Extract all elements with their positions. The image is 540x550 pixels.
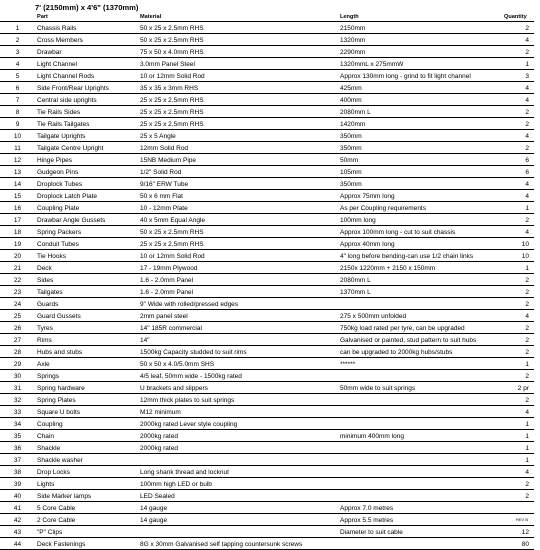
part-name: Rims [35, 334, 138, 346]
part-name: Spring Packers [35, 226, 138, 238]
table-row [0, 154, 534, 166]
table-row [0, 190, 534, 202]
length: 50mm wide to suit springs [338, 382, 502, 394]
part-name: "P" Clips [35, 526, 138, 538]
part-name: Springs [35, 370, 138, 382]
quantity: 4 [502, 466, 534, 478]
row-number: 20 [0, 250, 35, 262]
row-number: 29 [0, 358, 35, 370]
material: 10 or 12mm Solid Rod [138, 250, 338, 262]
material: Long shank thread and locknut [138, 466, 338, 478]
row-number: 42 [0, 514, 35, 526]
material: 25 x 25 x 2.5mm RHS [138, 238, 338, 250]
material: 2mm panel steel [138, 310, 338, 322]
quantity: 4 [502, 406, 534, 418]
table-row [0, 58, 534, 70]
length: 105mm [338, 166, 502, 178]
row-number: 30 [0, 370, 35, 382]
row-number: 1 [0, 22, 35, 34]
part-name: Drawbar Angle Gussets [35, 214, 138, 226]
length [338, 478, 502, 490]
quantity: 4 [502, 190, 534, 202]
length: 2150x 1220mm + 2150 x 150mm [338, 262, 502, 274]
row-number: 14 [0, 178, 35, 190]
part-name: Guards [35, 298, 138, 310]
row-number: 8 [0, 106, 35, 118]
quantity: 2 [502, 322, 534, 334]
table-row [0, 346, 534, 358]
row-number: 31 [0, 382, 35, 394]
quantity: 2 [502, 394, 534, 406]
quantity: 2 [502, 478, 534, 490]
quantity: 1 [502, 262, 534, 274]
part-name: Sides [35, 274, 138, 286]
table-row [0, 442, 534, 454]
length: Approx 40mm long [338, 238, 502, 250]
table-row [0, 106, 534, 118]
table-row [0, 82, 534, 94]
part-name: Tie Rails Tailgates [35, 118, 138, 130]
material: 10 - 12mm Plate [138, 202, 338, 214]
table-row [0, 466, 534, 478]
material: 50 x 6 mm Flat [138, 190, 338, 202]
row-number: 11 [0, 142, 35, 154]
length: 350mm [338, 178, 502, 190]
material: 25 x 25 x 2.5mm RHS [138, 94, 338, 106]
part-name: Spring Plates [35, 394, 138, 406]
part-name: Light Channel [35, 58, 138, 70]
material: 3.0mm Panel Steel [138, 58, 338, 70]
table-row [0, 262, 534, 274]
table-row [0, 34, 534, 46]
part-name: Droplock Latch Plate [35, 190, 138, 202]
row-number: 38 [0, 466, 35, 478]
material: 12mm thick plates to suit springs [138, 394, 338, 406]
quantity: 2 [502, 370, 534, 382]
part-name: Light Channel Rods [35, 70, 138, 82]
material: 12mm Solid Rod [138, 142, 338, 154]
material: M12 minimum [138, 406, 338, 418]
length: 2290mm [338, 46, 502, 58]
row-number: 43 [0, 526, 35, 538]
row-number: 34 [0, 418, 35, 430]
length: Approx 75mm long [338, 190, 502, 202]
row-number: 39 [0, 478, 35, 490]
quantity: 2 [502, 274, 534, 286]
part-name: Side Front/Rear Uprights [35, 82, 138, 94]
length: Approx 100mm long - cut to suit chassis [338, 226, 502, 238]
row-number: 4 [0, 58, 35, 70]
row-number: 41 [0, 502, 35, 514]
table-row [0, 226, 534, 238]
quantity: 2 pr [502, 382, 534, 394]
part-name: Square U bolts [35, 406, 138, 418]
row-number: 9 [0, 118, 35, 130]
length: 1370mm L [338, 286, 502, 298]
part-name: Central side uprights [35, 94, 138, 106]
quantity: 6 [502, 154, 534, 166]
quantity: 2 [502, 286, 534, 298]
quantity: 2 [502, 46, 534, 58]
material: 14" 185R commercial [138, 322, 338, 334]
table-row [0, 322, 534, 334]
quantity: 4 [502, 310, 534, 322]
quantity: 80 [502, 538, 534, 550]
row-number: 24 [0, 298, 35, 310]
part-name: Deck [35, 262, 138, 274]
quantity: 2 [502, 490, 534, 502]
row-number: 26 [0, 322, 35, 334]
row-number: 16 [0, 202, 35, 214]
length: Approx 5.5 metres [338, 514, 502, 526]
quantity: 1 [502, 58, 534, 70]
row-number: 27 [0, 334, 35, 346]
quantity: 2 [502, 214, 534, 226]
table-row [0, 490, 534, 502]
table-row [0, 130, 534, 142]
quantity: 1 [502, 202, 534, 214]
row-number: 5 [0, 70, 35, 82]
quantity: 4 [502, 130, 534, 142]
length: 100mm long [338, 214, 502, 226]
quantity: 2 [502, 298, 534, 310]
material: LED Sealed [138, 490, 338, 502]
length: 2150mm [338, 22, 502, 34]
row-number: 37 [0, 454, 35, 466]
table-row [0, 394, 534, 406]
material: 14" [138, 334, 338, 346]
quantity: 2 [502, 106, 534, 118]
row-number: 2 [0, 34, 35, 46]
length: 350mm [338, 130, 502, 142]
material: 50 x 50 x 4.0/5.0mm SHS [138, 358, 338, 370]
row-number: 40 [0, 490, 35, 502]
row-number: 35 [0, 430, 35, 442]
material: 2000kg rated [138, 442, 338, 454]
part-name: Tailgate Centre Upright [35, 142, 138, 154]
row-number: 23 [0, 286, 35, 298]
quantity: 3 [502, 70, 534, 82]
part-name: Drawbar [35, 46, 138, 58]
length [338, 442, 502, 454]
row-number: 32 [0, 394, 35, 406]
table-row [0, 214, 534, 226]
material: 75 x 50 x 4.0mm RHS [138, 46, 338, 58]
row-number: 44 [0, 538, 35, 550]
part-name: Axle [35, 358, 138, 370]
length [338, 490, 502, 502]
table-row [0, 478, 534, 490]
material: 14 gauge [138, 514, 338, 526]
row-number: 17 [0, 214, 35, 226]
table-row [0, 418, 534, 430]
length [338, 538, 502, 550]
material: 9/16" ERW Tube [138, 178, 338, 190]
material: 4/5 leaf, 50mm wide - 1500kg rated [138, 370, 338, 382]
part-name: Cross Members [35, 34, 138, 46]
row-number: 12 [0, 154, 35, 166]
length [338, 406, 502, 418]
table-row [0, 298, 534, 310]
material: 1.6 - 2.0mm Panel [138, 286, 338, 298]
length [338, 298, 502, 310]
length: 2080mm L [338, 274, 502, 286]
material: 2000kg rated [138, 430, 338, 442]
table-row [0, 178, 534, 190]
quantity: 2 [502, 346, 534, 358]
part-name: Tie Rails Sides [35, 106, 138, 118]
material: 1.6 - 2.0mm Panel [138, 274, 338, 286]
quantity: 6 [502, 166, 534, 178]
quantity: 4 [502, 82, 534, 94]
material: 100mm high LED or bulb [138, 478, 338, 490]
length: Galvanised or painted, stud pattern to suit hubs [338, 334, 502, 346]
material: 25 x 25 x 2.5mm RHS [138, 118, 338, 130]
quantity: 10 [502, 238, 534, 250]
table-row [0, 502, 534, 514]
table-row [0, 406, 534, 418]
table-row [0, 430, 534, 442]
table-row [0, 382, 534, 394]
quantity: 1 [502, 418, 534, 430]
header-length: Length [338, 13, 502, 22]
material: 9" Wide with rolled/pressed edges [138, 298, 338, 310]
quantity: 4 [502, 178, 534, 190]
length [338, 370, 502, 382]
length: 1320mm [338, 34, 502, 46]
quantity: 2 [502, 142, 534, 154]
table-row [0, 358, 534, 370]
material: 40 x 5mm Equal Angle [138, 214, 338, 226]
quantity: 2 [502, 22, 534, 34]
table-row [0, 334, 534, 346]
table-row [0, 94, 534, 106]
quantity: 1 [502, 442, 534, 454]
row-number: 13 [0, 166, 35, 178]
material: 14 gauge [138, 502, 338, 514]
part-name: Shackle washer [35, 454, 138, 466]
length: 750kg load rated per tyre, can be upgraded [338, 322, 502, 334]
table-row [0, 166, 534, 178]
material: 1500kg Capacity studded to suit rims [138, 346, 338, 358]
material: 17 - 19mm Plywood [138, 262, 338, 274]
quantity: 2 [502, 334, 534, 346]
row-number: 6 [0, 82, 35, 94]
part-name: Spring hardware [35, 382, 138, 394]
header-part: Part [35, 13, 138, 22]
length: Diameter to suit cable [338, 526, 502, 538]
part-name: Coupling [35, 418, 138, 430]
row-number: 7 [0, 94, 35, 106]
table-row [0, 202, 534, 214]
row-number: 25 [0, 310, 35, 322]
part-name: Drop Locks [35, 466, 138, 478]
part-name: Chassis Rails [35, 22, 138, 34]
material: 50 x 25 x 2.5mm RHS [138, 34, 338, 46]
table-row [0, 274, 534, 286]
part-name: Deck Fastenings [35, 538, 138, 550]
quantity: 1 [502, 358, 534, 370]
quantity [502, 502, 534, 514]
table-row [0, 250, 534, 262]
header-number [0, 13, 35, 22]
table-row [0, 310, 534, 322]
quantity: 4 [502, 226, 534, 238]
row-number: 36 [0, 442, 35, 454]
part-name: Droplock Tubes [35, 178, 138, 190]
quantity: 2 [502, 118, 534, 130]
length [338, 394, 502, 406]
part-name: Guard Gussets [35, 310, 138, 322]
length: 350mm [338, 142, 502, 154]
row-number: 18 [0, 226, 35, 238]
quantity: 12 [502, 526, 534, 538]
part-name: Gudgeon Pins [35, 166, 138, 178]
part-name: Tailgates [35, 286, 138, 298]
row-number: 33 [0, 406, 35, 418]
material: 50 x 25 x 2.5mm RHS [138, 22, 338, 34]
table-row [0, 142, 534, 154]
table-row [0, 238, 534, 250]
part-name: Tyres [35, 322, 138, 334]
table-row [0, 454, 534, 466]
length: 400mm [338, 94, 502, 106]
sheet-title: 7' (2150mm) x 4'6" (1370mm) [35, 3, 139, 12]
length: Approx 130mm long - grind to fit light channel [338, 70, 502, 82]
table-row [0, 526, 534, 538]
length: 425mm [338, 82, 502, 94]
table-row [0, 22, 534, 34]
material: 8G x 30mm Galvanised self tapping countersunk screws [138, 538, 338, 550]
material: U brackets and slippers [138, 382, 338, 394]
table-row [0, 46, 534, 58]
part-name: Hubs and stubs [35, 346, 138, 358]
table-row [0, 70, 534, 82]
row-number: 21 [0, 262, 35, 274]
material [138, 526, 338, 538]
row-number: 10 [0, 130, 35, 142]
length: 275 x 500mm unfolded [338, 310, 502, 322]
revision-label: REV B [515, 517, 528, 522]
length: As per Coupling requirements [338, 202, 502, 214]
row-number: 28 [0, 346, 35, 358]
part-name: Shackle [35, 442, 138, 454]
length: 2080mm L [338, 106, 502, 118]
part-name: 2 Core Cable [35, 514, 138, 526]
row-number: 19 [0, 238, 35, 250]
length: 1420mm [338, 118, 502, 130]
material: 10 or 12mm Solid Rod [138, 70, 338, 82]
header-quantity: Quantity [502, 13, 534, 22]
table-header-row [0, 13, 534, 22]
part-name: Chain [35, 430, 138, 442]
length: ****** [338, 358, 502, 370]
length [338, 418, 502, 430]
table-row [0, 118, 534, 130]
row-number: 22 [0, 274, 35, 286]
quantity: 4 [502, 34, 534, 46]
material [138, 454, 338, 466]
length: 1320mmL x 275mmW [338, 58, 502, 70]
table-row [0, 370, 534, 382]
part-name: Side Marker lamps [35, 490, 138, 502]
quantity: 4 [502, 94, 534, 106]
material: 25 x 5 Angle [138, 130, 338, 142]
part-name: 5 Core Cable [35, 502, 138, 514]
parts-table [0, 13, 534, 550]
length: minimum 400mm long [338, 430, 502, 442]
length [338, 466, 502, 478]
material: 2000kg rated Lever style coupling [138, 418, 338, 430]
quantity: 10 [502, 250, 534, 262]
table-row [0, 286, 534, 298]
quantity: 1 [502, 454, 534, 466]
length: 50mm [338, 154, 502, 166]
part-name: Hinge Pipes [35, 154, 138, 166]
part-name: Conduit Tubes [35, 238, 138, 250]
quantity: 1 [502, 430, 534, 442]
material: 35 x 35 x 3mm RHS [138, 82, 338, 94]
material: 15NB Medium Pipe [138, 154, 338, 166]
table-body [0, 22, 534, 550]
length: Approx 7.0 metres [338, 502, 502, 514]
length: can be upgraded to 2000kg hubs/stubs [338, 346, 502, 358]
part-name: Tailgate Uprights [35, 130, 138, 142]
material: 1/2" Solid Rod [138, 166, 338, 178]
length: 4" long before bending-can use 1/2 chain links [338, 250, 502, 262]
material: 50 x 25 x 2.5mm RHS [138, 226, 338, 238]
row-number: 15 [0, 190, 35, 202]
row-number: 3 [0, 46, 35, 58]
part-name: Coupling Plate [35, 202, 138, 214]
part-name: Tie Hooks [35, 250, 138, 262]
header-material: Material [138, 13, 338, 22]
part-name: Lights [35, 478, 138, 490]
material: 25 x 25 x 2.5mm RHS [138, 106, 338, 118]
table-row [0, 538, 534, 550]
length [338, 454, 502, 466]
